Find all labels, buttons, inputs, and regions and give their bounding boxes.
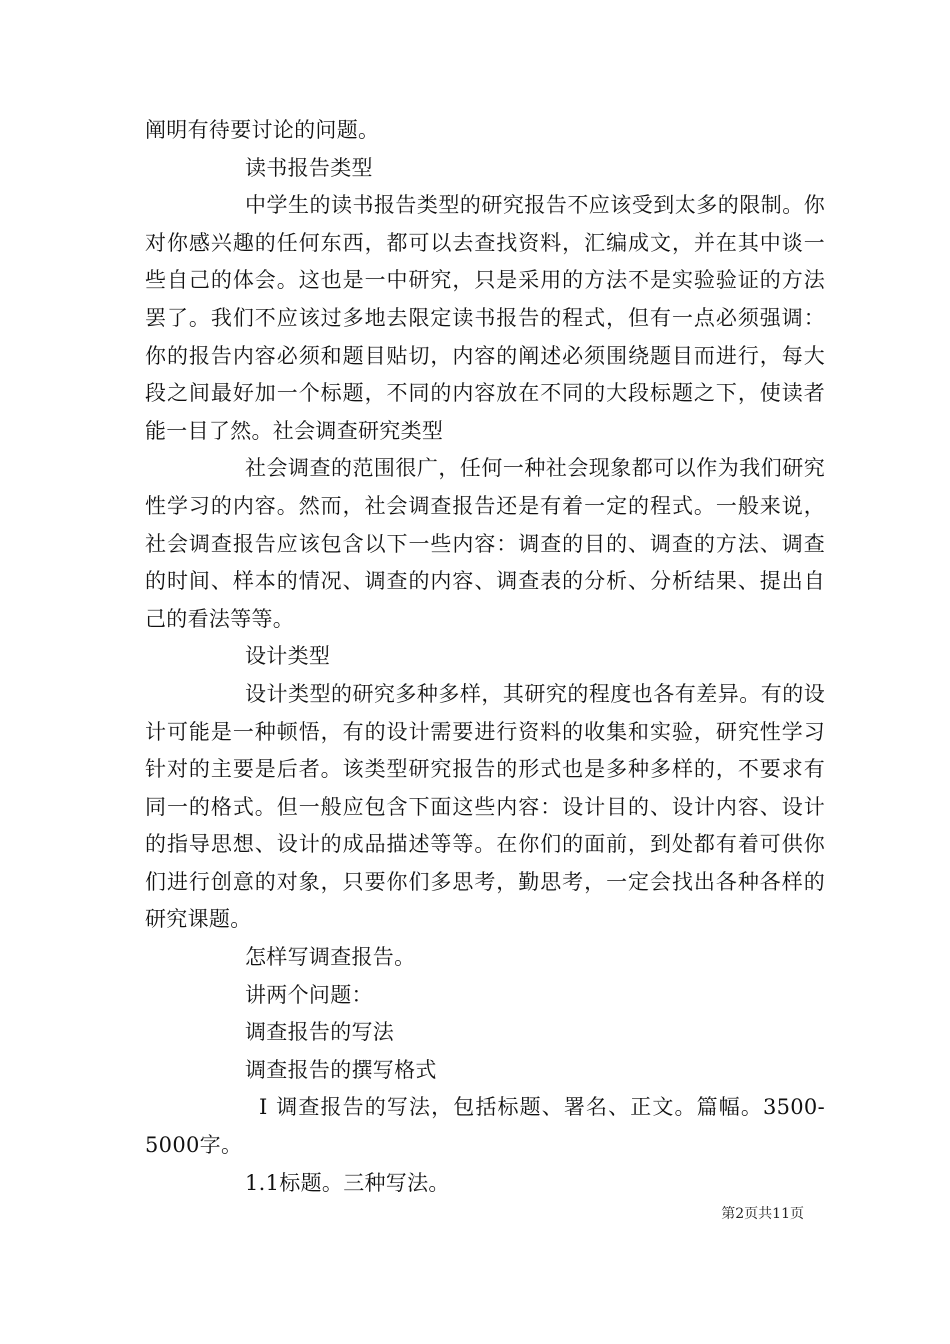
heading-how-to-write: 怎样写调查报告。	[245, 945, 416, 970]
paragraph-design-type: 设计类型的研究多种多样，其研究的程度也各有差异。有的设计可能是一种顿悟，有的设计需要进行资料的收集和实验，研究性学习针对的主要是后者。该类型研究报告的形式也是多种多样的，不要求有同一的格式。但一般应包含下面这些内容：设计目的、设计内容、设计的指导思想、设计的成品描述等等。在你们的面前，到处都有着可供你们进行创意的对象，只要你们多思考，勤思考，一定会找出各种各样的研究课题。	[145, 681, 825, 932]
heading-design-type: 设计类型	[245, 644, 331, 669]
heading-writing-format: 调查报告的撰写格式	[245, 1057, 437, 1082]
body-text	[145, 112, 825, 1202]
paragraph-intro-end: 阐明有待要讨论的问题。	[145, 118, 380, 142]
paragraph-section-one: Ⅰ 调查报告的写法，包括标题、署名、正文。篇幅。3500-5000字。	[145, 1095, 825, 1158]
page-number-footer: 第2页共11页	[721, 1206, 804, 1222]
heading-title-section: 1.1标题。三种写法。	[245, 1170, 450, 1195]
heading-writing-method: 调查报告的写法	[245, 1020, 395, 1045]
paragraph-reading-report: 中学生的读书报告类型的研究报告不应该受到太多的限制。你对你感兴趣的任何东西，都可以去查找资料，汇编成文，并在其中谈一些自己的体会。这也是一中研究，只是采用的方法不是实验验证的方法罢了。我们不应该过多地去限定读书报告的程式，但有一点必须强调：你的报告内容必须和题目贴切，内容的阐述必须围绕题目而进行，每大段之间最好加一个标题，不同的内容放在不同的大段标题之下，使读者能一目了然。社会调查研究类型	[145, 193, 825, 443]
heading-two-questions: 讲两个问题：	[245, 982, 373, 1007]
heading-reading-report: 读书报告类型	[245, 155, 373, 180]
paragraph-social-survey: 社会调查的范围很广，任何一种社会现象都可以作为我们研究性学习的内容。然而，社会调查报告还是有着一定的程式。一般来说，社会调查报告应该包含以下一些内容：调查的目的、调查的方法、调查的时间、样本的情况、调查的内容、调查表的分析、分析结果、提出自己的看法等等。	[145, 456, 825, 631]
